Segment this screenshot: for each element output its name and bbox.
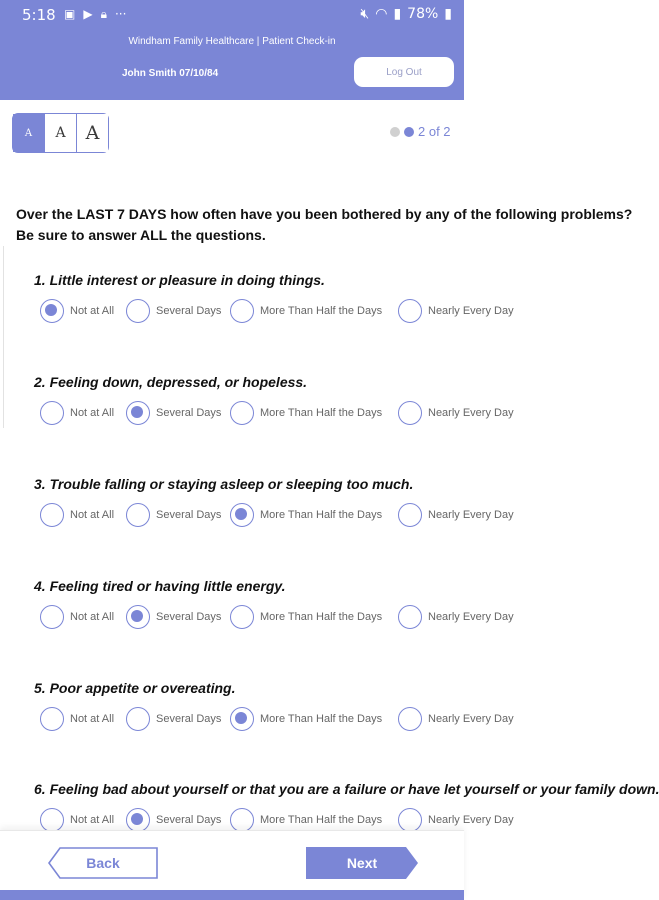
answer-option[interactable] (230, 707, 382, 731)
font-size-medium-button[interactable]: A (44, 114, 76, 152)
radio-button[interactable] (126, 605, 150, 629)
next-button[interactable] (306, 847, 418, 879)
radio-button[interactable] (230, 401, 254, 425)
back-button[interactable] (48, 847, 158, 879)
answer-label: Several Days (156, 814, 222, 826)
question-item (34, 680, 514, 725)
answer-option[interactable] (40, 503, 114, 527)
page-dot-2 (404, 127, 414, 137)
answer-option[interactable] (126, 707, 221, 731)
question-text: 6. Feeling bad about yourself or that you are a failure or have let yourself or your family down. (34, 781, 659, 797)
answer-option[interactable] (40, 707, 114, 731)
radio-button[interactable] (40, 707, 64, 731)
radio-button[interactable] (230, 707, 254, 731)
answer-label: Not at All (70, 305, 115, 317)
answer-option[interactable] (398, 808, 514, 832)
answer-label: Several Days (156, 407, 222, 419)
radio-button[interactable] (230, 503, 254, 527)
answer-option[interactable] (40, 401, 114, 425)
status-time: 5:18 (22, 6, 56, 24)
answer-option[interactable] (398, 605, 514, 629)
notification-icons (64, 7, 126, 22)
radio-button[interactable] (40, 401, 64, 425)
answer-option[interactable] (126, 401, 221, 425)
answer-label: Not at All (70, 407, 115, 419)
answer-label: Not at All (70, 509, 115, 521)
question-text: 1. Little interest or pleasure in doing things. (34, 272, 325, 288)
answer-options (40, 707, 514, 731)
answer-label: More Than Half the Days (260, 611, 383, 623)
answer-label: Nearly Every Day (428, 713, 514, 725)
question-item (34, 781, 659, 826)
back-button-label: Back (86, 855, 120, 871)
question-text: 4. Feeling tired or having little energy. (34, 578, 286, 594)
page-indicator (390, 124, 451, 139)
answer-label: Not at All (70, 713, 115, 725)
battery-icon: ▮ (444, 6, 452, 22)
radio-button[interactable] (126, 808, 150, 832)
radio-button[interactable] (126, 707, 150, 731)
answer-options (40, 299, 514, 323)
answer-option[interactable] (126, 503, 221, 527)
answer-label: More Than Half the Days (260, 407, 383, 419)
answer-option[interactable] (230, 401, 382, 425)
question-text: 3. Trouble falling or staying asleep or sleeping too much. (34, 476, 414, 492)
radio-button[interactable] (126, 503, 150, 527)
status-bar (0, 0, 464, 30)
question-item (34, 578, 514, 623)
radio-button[interactable] (398, 299, 422, 323)
question-text: 5. Poor appetite or overeating. (34, 680, 236, 696)
answer-label: Not at All (70, 814, 115, 826)
answer-option[interactable] (40, 605, 114, 629)
app-header (0, 30, 464, 100)
answer-label: Several Days (156, 509, 222, 521)
system-nav-bar (0, 890, 464, 900)
question-text: 2. Feeling down, depressed, or hopeless. (34, 374, 308, 390)
answer-option[interactable] (40, 299, 114, 323)
signal-icon: ▮ (393, 6, 402, 22)
logout-button[interactable]: Log Out (354, 57, 454, 87)
answer-label: Nearly Every Day (428, 305, 514, 317)
radio-button[interactable] (230, 605, 254, 629)
question-item (34, 272, 514, 317)
answer-label: Several Days (156, 305, 222, 317)
answer-option[interactable] (230, 503, 382, 527)
play-icon: ▶ (83, 7, 93, 21)
instructions-line-2: Be sure to answer ALL the questions. (16, 227, 266, 243)
answer-option[interactable] (398, 401, 514, 425)
radio-button[interactable] (40, 503, 64, 527)
next-button-label: Next (346, 855, 378, 871)
answer-option[interactable] (40, 808, 114, 832)
questionnaire-instructions (16, 204, 633, 246)
answer-label: Nearly Every Day (428, 407, 514, 419)
answer-options (40, 503, 514, 527)
radio-button[interactable] (40, 808, 64, 832)
question-item (34, 374, 514, 419)
question-item (34, 476, 514, 521)
page-dot-1 (390, 127, 400, 137)
radio-button[interactable] (230, 299, 254, 323)
answer-option[interactable] (230, 605, 382, 629)
answer-option[interactable] (126, 808, 221, 832)
font-size-selector (12, 113, 109, 153)
battery-percent: 78% (407, 6, 439, 22)
gallery-icon: ▣ (64, 7, 76, 21)
answer-options (40, 401, 514, 425)
answer-option[interactable] (230, 808, 382, 832)
radio-button[interactable] (40, 299, 64, 323)
answer-label: Nearly Every Day (428, 611, 514, 623)
answer-label: Several Days (156, 713, 222, 725)
clinic-title: Windham Family Healthcare | Patient Check-in (128, 36, 336, 47)
instructions-line-1: Over the LAST 7 DAYS how often have you been bothered by any of the following problems? (16, 206, 633, 222)
system-icons (360, 6, 452, 22)
radio-button[interactable] (230, 808, 254, 832)
radio-button[interactable] (398, 401, 422, 425)
more-icon: ··· (114, 7, 127, 21)
lock-icon: 🔒︎ (100, 7, 107, 21)
wifi-icon: ◠ (375, 6, 388, 22)
radio-button[interactable] (398, 503, 422, 527)
answer-label: Nearly Every Day (428, 509, 514, 521)
font-size-small-button[interactable]: A (13, 114, 44, 152)
radio-button[interactable] (126, 401, 150, 425)
answer-option[interactable] (230, 299, 382, 323)
page-label: 2 of 2 (418, 124, 451, 139)
answer-option[interactable] (398, 299, 514, 323)
answer-label: More Than Half the Days (260, 814, 383, 826)
patient-info: John Smith 07/10/84 (122, 68, 219, 79)
radio-button[interactable] (398, 808, 422, 832)
answer-options (40, 808, 514, 832)
mute-icon: 🔇︎ (360, 6, 370, 22)
answer-label: More Than Half the Days (260, 713, 383, 725)
answer-option[interactable] (126, 299, 221, 323)
answer-label: Nearly Every Day (428, 814, 514, 826)
answer-option[interactable] (126, 605, 221, 629)
scroll-edge-divider (0, 246, 4, 428)
radio-button[interactable] (40, 605, 64, 629)
answer-option[interactable] (398, 707, 514, 731)
answer-label: More Than Half the Days (260, 509, 383, 521)
answer-label: Several Days (156, 611, 222, 623)
radio-button[interactable] (398, 605, 422, 629)
answer-label: Not at All (70, 611, 115, 623)
radio-button[interactable] (398, 707, 422, 731)
font-size-large-button[interactable]: A (76, 114, 108, 152)
answer-option[interactable] (398, 503, 514, 527)
answer-options (40, 605, 514, 629)
answer-label: More Than Half the Days (260, 305, 383, 317)
radio-button[interactable] (126, 299, 150, 323)
